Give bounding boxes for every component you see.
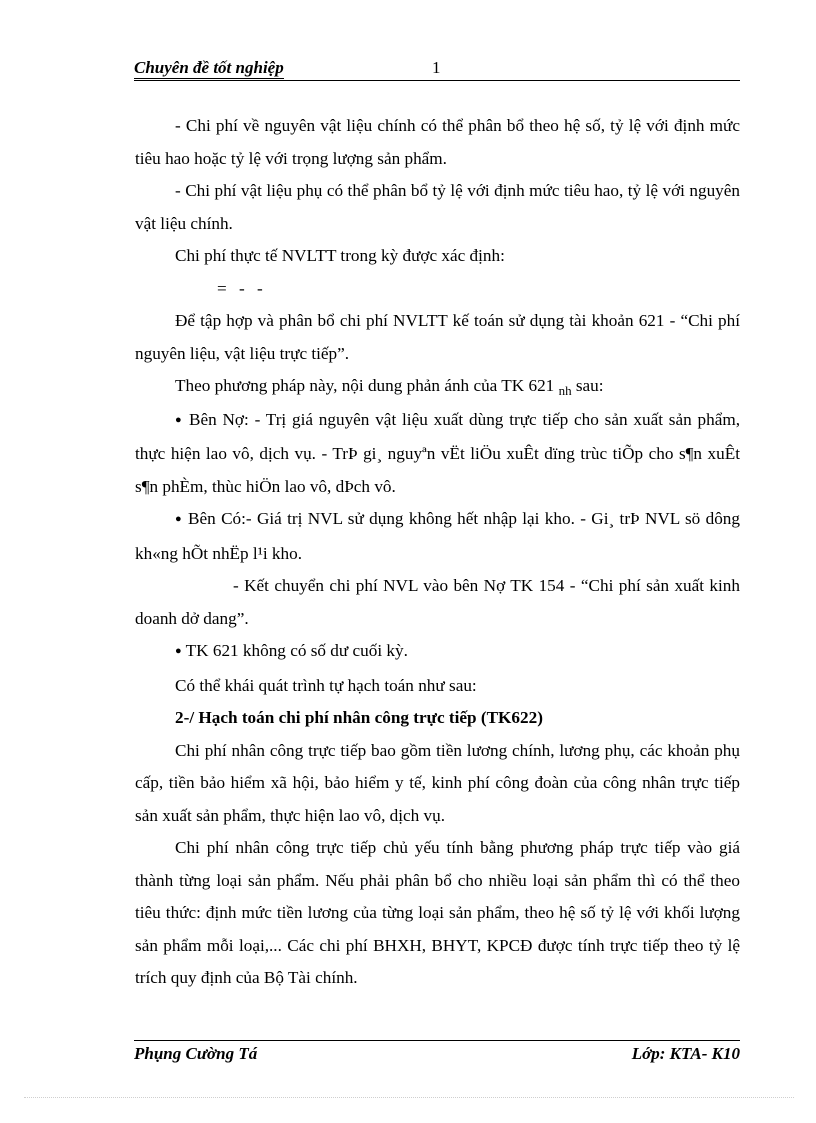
balance-text: TK 621 không có số dư cuối kỳ. (181, 641, 408, 660)
paragraph-3: Chi phí thực tế NVLTT trong kỳ được xác định: (175, 246, 505, 265)
paragraph-12: Chi phí nhân công trực tiếp chủ yếu tính bằng phương pháp trực tiếp vào giá thành từng loại sản phẩm. Nếu phải phân bổ cho nhiều loại sản phẩm thì có thể theo tiêu thức: định mức tiền lương của từng loại sản phẩm, theo hệ số tỷ lệ với khối lượng sản phẩm mỗi loại,... Các chi phí BHXH, BHYT, KPCĐ được tính trực tiếp theo tỷ lệ trích quy định của Bộ Tài chính. (135, 838, 740, 987)
section-heading (135, 702, 740, 735)
formula-line: = - - (217, 278, 267, 298)
paragraph-debit (135, 404, 740, 504)
debit-text: Bên Nợ: - Trị giá nguyên vật liệu xuất dùng trực tiếp cho sản xuất sản phẩm, thực hiện lao vô, dịch vụ. - TrÞ gi¸ nguyªn vËt liÖu xuÊt dïng trùc tiÕp cho s¶n xuÊt s¶n phÈm, thùc hiÖn lao vô, dÞch vô. (135, 409, 740, 496)
bullet-icon: ● (175, 413, 184, 426)
paragraph-5-subscript: nh (558, 383, 572, 398)
footer-class: Lớp: KTA- K10 (631, 1044, 740, 1063)
page-header (134, 58, 740, 81)
paragraph-credit (135, 503, 740, 570)
footer-author: Phụng Cường Tá (134, 1044, 258, 1063)
paragraph-summary: Có thể khái quát trình tự hạch toán như sau: (175, 675, 477, 695)
header-title: Chuyên đề tốt nghiệp (134, 58, 284, 77)
section-title: Hạch toán chi phí nhân công trực tiếp (TK622) (198, 708, 543, 727)
bullet-icon: ● (175, 645, 182, 657)
section-number: 2-/ (175, 708, 199, 727)
paragraph-5-tail: sau: (571, 376, 604, 395)
paragraph-11: Chi phí nhân công trực tiếp bao gồm tiền lương chính, lương phụ, các khoản phụ cấp, tiền bảo hiểm xã hội, bảo hiểm y tế, kinh phí công đoàn của công nhân trực tiếp sản xuất sản phẩm, thực hiện lao vô, dịch vụ. (135, 740, 740, 825)
paragraph-balance (135, 635, 740, 670)
paragraph-2: - Chi phí vật liệu phụ có thể phân bổ tỷ lệ với định mức tiêu hao, tỷ lệ với nguyên vật liệu chính. (135, 181, 740, 233)
paragraph-5-text: Theo phương pháp này, nội dung phản ánh của TK 621 (175, 376, 559, 395)
paragraph-1: - Chi phí về nguyên vật liệu chính có thể phân bổ theo hệ số, tỷ lệ với định mức tiêu hao hoặc tỷ lệ với trọng lượng sản phẩm. (135, 116, 740, 168)
paragraph-transfer: - Kết chuyển chi phí NVL vào bên Nợ TK 154 - “Chi phí sản xuất kinh doanh dở dang”. (135, 576, 740, 628)
bullet-icon: ● (175, 513, 183, 525)
page-number: 1 (432, 58, 441, 77)
page-bottom-divider (24, 1097, 794, 1098)
paragraph-4: Để tập hợp và phân bổ chi phí NVLTT kế toán sử dụng tài khoản 621 - “Chi phí nguyên liệu, vật liệu trực tiếp”. (135, 311, 740, 363)
credit-text: Bên Có:- Giá trị NVL sử dụng không hết nhập lại kho. - Gi¸ trÞ NVL sö dông kh«ng hÕt nhËp l¹i kho. (135, 509, 740, 563)
paragraph-5 (135, 370, 740, 404)
page-footer (134, 1040, 740, 1067)
document-body (135, 110, 740, 995)
